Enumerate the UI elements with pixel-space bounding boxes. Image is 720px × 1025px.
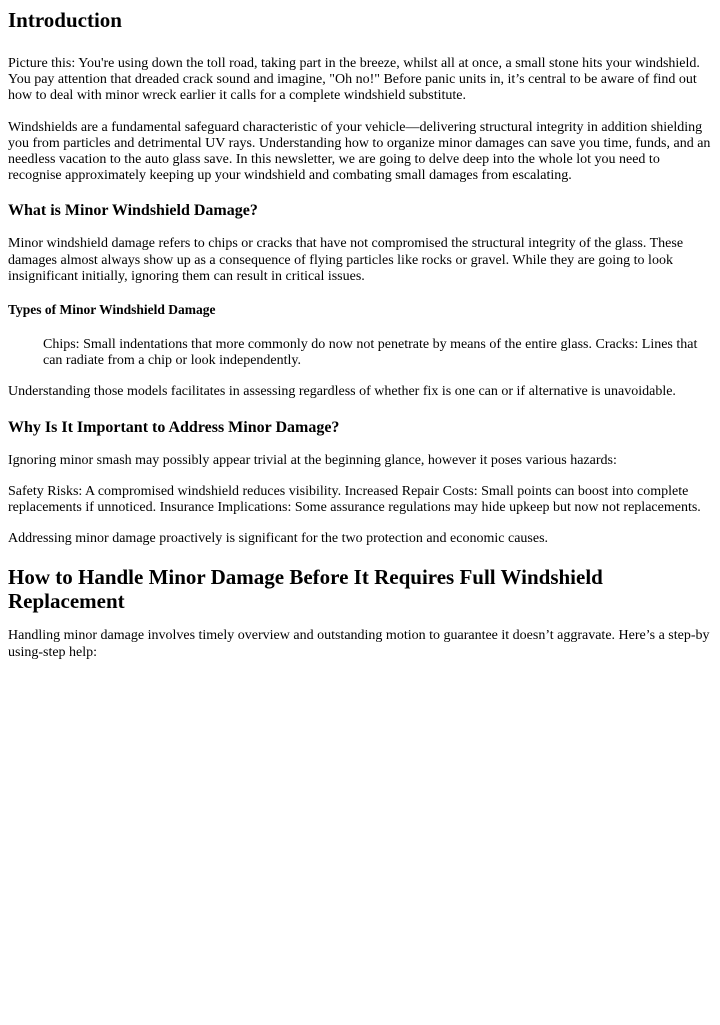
what-is-damage-paragraph: Minor windshield damage refers to chips or cracks that have not compromised the structural integrity of the glass. These damages almost always show up as a consequence of flying particles like rocks or gravel. While they are going to look insignificant initially, ignoring them can result in critical issues. — [8, 236, 684, 284]
types-of-damage-heading: Types of Minor Windshield Damage — [8, 302, 216, 318]
how-to-handle-heading: How to Handle Minor Damage Before It Requires Full Windshield Replacement — [8, 565, 603, 614]
why-address-heading: Why Is It Important to Address Minor Damage? — [8, 418, 340, 436]
how-to-handle-paragraph: Handling minor damage involves timely overview and outstanding motion to guarantee it doesn’t aggravate. Here’s a step-by using-step help: — [8, 628, 710, 660]
intro-heading: Introduction — [8, 8, 122, 32]
what-is-damage-heading: What is Minor Windshield Damage? — [8, 202, 258, 220]
article — [0, 8, 720, 661]
why-paragraph-1: Ignoring minor smash may possibly appear trivial at the beginning glance, however it poses various hazards: — [8, 452, 617, 468]
intro-paragraph-1: Picture this: You're using down the toll road, taking part in the breeze, whilst all at once, a small stone hits your windshield. You pay attention that dreaded crack sound and imagine, "Oh no!" Before panic units in, it’s central to be aware of find out how to deal with minor wreck earlier it calls for a complete windshield substitute. — [8, 56, 700, 104]
why-paragraph-3: Addressing minor damage proactively is significant for the two protection and economic causes. — [8, 531, 549, 547]
types-paragraph: Understanding those models facilitates in assessing regardless of whether fix is one can or if alternative is unavoidable. — [8, 384, 676, 400]
why-paragraph-2: Safety Risks: A compromised windshield reduces visibility. Increased Repair Costs: Small points can boost into complete replacements if unnoticed. Insurance Implications: Some assurance regulations may hide upkeep but now not replacements. — [8, 483, 701, 516]
intro-paragraph-2: Windshields are a fundamental safeguard characteristic of your vehicle—delivering structural integrity in addition shielding you from particles and detrimental UV rays. Understanding how to organize minor damages can save you time, funds, and an needless vacation to the auto glass save. In this newsletter, we are going to delve deep into the whole lot you need to recognise approximately keeping up your windshield and combating small damages from escalating. — [8, 119, 711, 184]
types-list-text: Chips: Small indentations that more commonly do now not penetrate by means of the entire glass. Cracks: Lines that can radiate from a chip or look independently. — [43, 337, 698, 369]
types-list — [8, 337, 712, 369]
